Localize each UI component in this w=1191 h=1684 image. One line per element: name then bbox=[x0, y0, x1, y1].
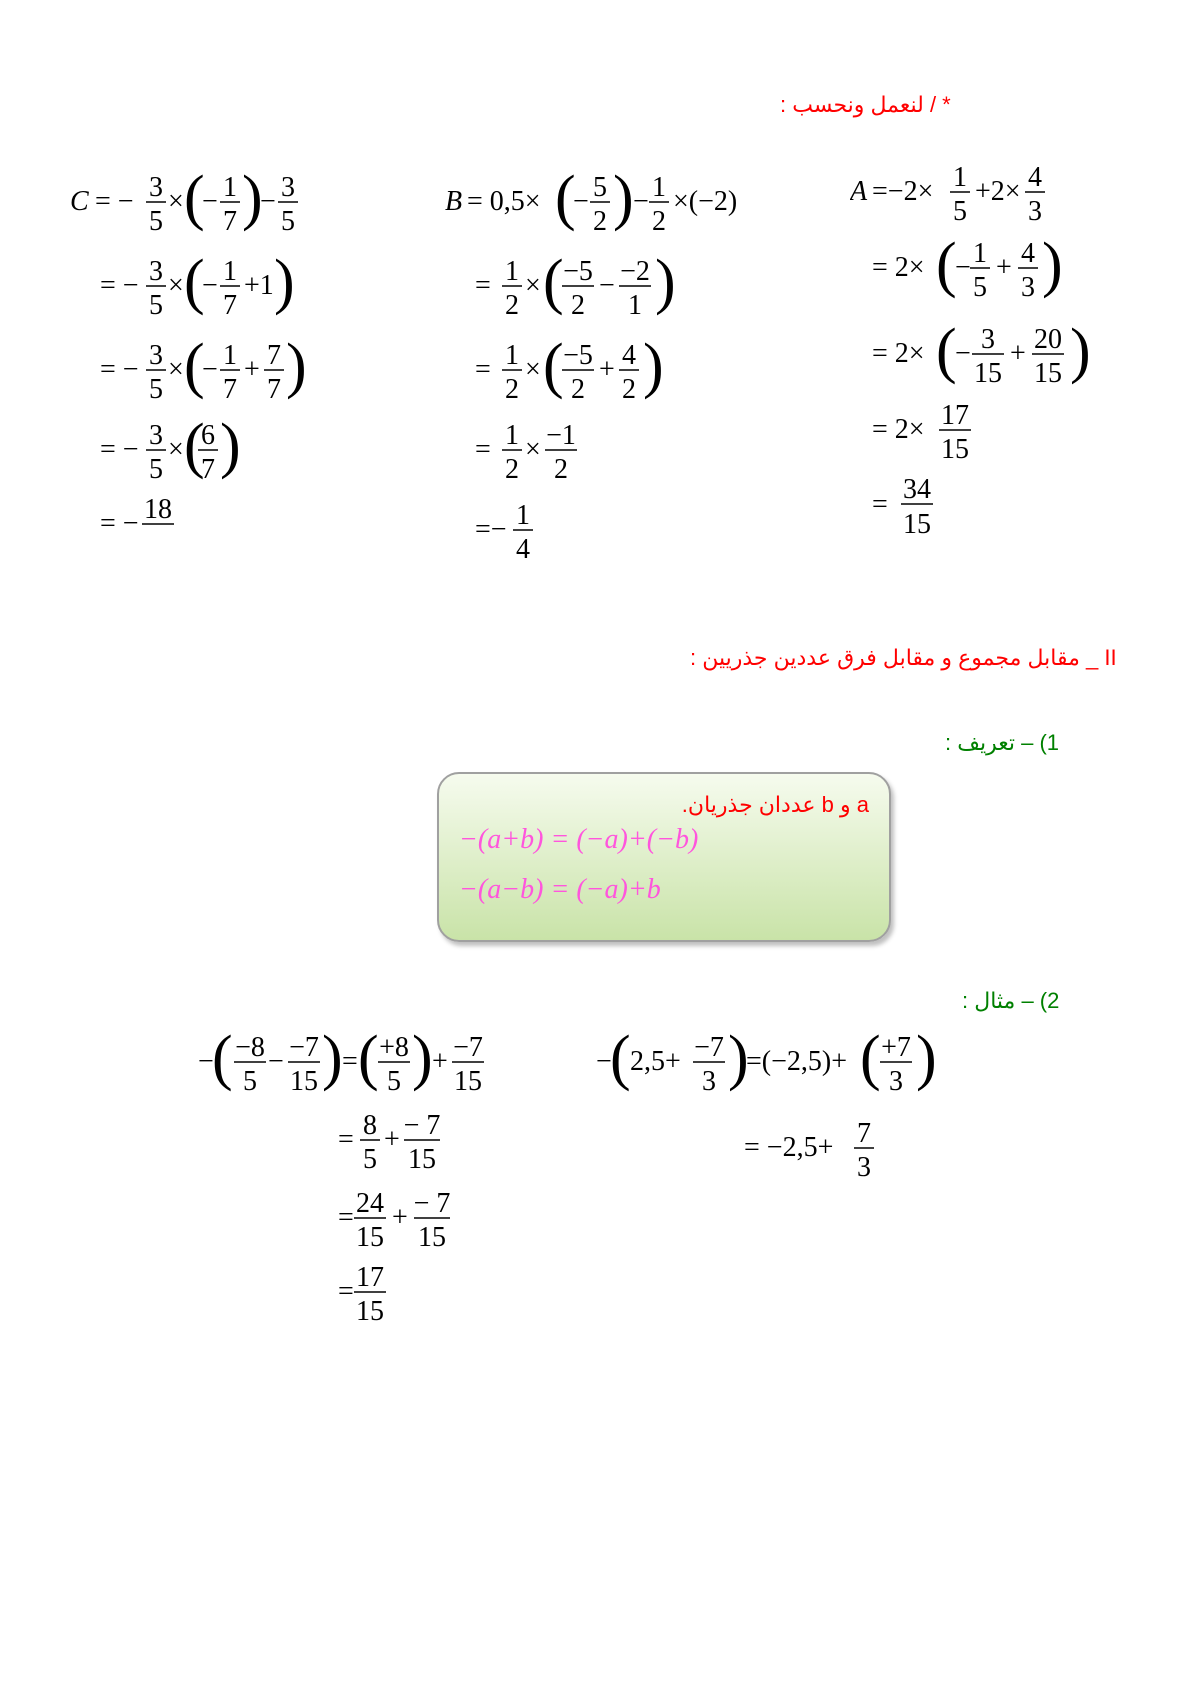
svg-text:15: 15 bbox=[903, 509, 931, 540]
svg-text:): ) bbox=[728, 1028, 749, 1092]
svg-text:5: 5 bbox=[149, 454, 163, 485]
svg-text:7: 7 bbox=[223, 290, 237, 321]
svg-text:=: = bbox=[338, 1202, 354, 1233]
svg-text:(: ( bbox=[860, 1028, 881, 1092]
svg-text:5: 5 bbox=[281, 206, 295, 237]
svg-text:8: 8 bbox=[363, 1110, 377, 1141]
svg-text:5: 5 bbox=[953, 196, 967, 227]
example-left-line-1 bbox=[198, 1028, 484, 1097]
svg-text:= −: = − bbox=[100, 354, 139, 385]
svg-text:−: − bbox=[573, 186, 589, 217]
calc-B-line-5 bbox=[475, 500, 533, 565]
svg-text:7: 7 bbox=[267, 340, 281, 371]
calc-B-line-2 bbox=[475, 248, 676, 321]
svg-text:3: 3 bbox=[1021, 272, 1035, 303]
svg-text:= −: = − bbox=[100, 434, 139, 465]
calc-C-line-3 bbox=[100, 332, 307, 405]
svg-text:): ) bbox=[220, 412, 241, 480]
calc-C-line-4 bbox=[100, 412, 241, 485]
example-heading: 2) – مثال : bbox=[962, 988, 1060, 1013]
svg-text:4: 4 bbox=[622, 340, 636, 371]
svg-text:2: 2 bbox=[652, 206, 666, 237]
svg-text:×: × bbox=[168, 270, 184, 301]
svg-text:×: × bbox=[168, 354, 184, 385]
svg-text:+: + bbox=[1010, 338, 1026, 369]
svg-text:6: 6 bbox=[201, 420, 215, 451]
svg-text:1: 1 bbox=[223, 172, 237, 203]
svg-text:−: − bbox=[198, 1046, 214, 1077]
svg-text:−: − bbox=[599, 270, 615, 301]
svg-text:15: 15 bbox=[418, 1222, 446, 1253]
calc-C-line-1 bbox=[70, 164, 298, 237]
svg-text:= 0,5×: = 0,5× bbox=[467, 186, 541, 217]
svg-text:2: 2 bbox=[622, 374, 636, 405]
svg-text:−1: −1 bbox=[546, 420, 576, 451]
section-heading-compute: * / لنعمل ونحسب : bbox=[780, 92, 951, 117]
definition-rule-1: −(a+b) = (−a)+(−b) bbox=[459, 824, 699, 855]
svg-text:= 2×: = 2× bbox=[872, 252, 925, 283]
svg-text:15: 15 bbox=[290, 1066, 318, 1097]
svg-text:(: ( bbox=[610, 1028, 631, 1092]
svg-text:A: A bbox=[850, 176, 868, 207]
section2-title: II _ مقابل مجموع و مقابل فرق عددين جذريين : bbox=[690, 645, 1117, 670]
svg-text:−5: −5 bbox=[563, 256, 593, 287]
svg-text:=: = bbox=[342, 1046, 358, 1077]
svg-text:−7: −7 bbox=[289, 1032, 319, 1063]
svg-text:): ) bbox=[412, 1028, 433, 1092]
svg-text:7: 7 bbox=[857, 1118, 871, 1149]
svg-text:15: 15 bbox=[454, 1066, 482, 1097]
svg-text:3: 3 bbox=[149, 340, 163, 371]
calculation-C bbox=[70, 160, 390, 580]
calculation-A bbox=[850, 155, 1130, 565]
calc-B-line-4 bbox=[475, 420, 577, 485]
svg-text:5: 5 bbox=[243, 1066, 257, 1097]
definition-heading: 1) – تعريف : bbox=[945, 730, 1060, 755]
svg-text:15: 15 bbox=[356, 1222, 384, 1253]
svg-text:=: = bbox=[338, 1124, 354, 1155]
svg-text:20: 20 bbox=[1034, 324, 1062, 355]
svg-text:(: ( bbox=[212, 1028, 233, 1092]
svg-text:1: 1 bbox=[973, 238, 987, 269]
svg-text:2: 2 bbox=[505, 290, 519, 321]
svg-text:2: 2 bbox=[505, 374, 519, 405]
svg-text:2: 2 bbox=[593, 206, 607, 237]
calc-A-line-2 bbox=[872, 231, 1063, 303]
svg-text:3: 3 bbox=[149, 420, 163, 451]
svg-text:= 2×: = 2× bbox=[872, 414, 925, 445]
svg-text:3: 3 bbox=[981, 324, 995, 355]
svg-text:×: × bbox=[168, 434, 184, 465]
svg-text:−7: −7 bbox=[453, 1032, 483, 1063]
svg-text:3: 3 bbox=[149, 172, 163, 203]
svg-text:+7: +7 bbox=[881, 1032, 911, 1063]
svg-text:− 7: − 7 bbox=[403, 1110, 441, 1141]
calc-B-line-3 bbox=[475, 332, 664, 405]
calculation-B bbox=[445, 160, 765, 580]
svg-text:−: − bbox=[268, 1046, 284, 1077]
svg-text:): ) bbox=[1070, 317, 1091, 385]
svg-text:2: 2 bbox=[571, 290, 585, 321]
svg-text:15: 15 bbox=[941, 434, 969, 465]
svg-text:1: 1 bbox=[953, 162, 967, 193]
svg-text:17: 17 bbox=[356, 1262, 384, 1293]
svg-text:−: − bbox=[955, 338, 971, 369]
svg-text:−7: −7 bbox=[694, 1032, 724, 1063]
svg-text:34: 34 bbox=[903, 474, 931, 505]
definition-box bbox=[437, 772, 891, 942]
svg-text:(: ( bbox=[184, 332, 205, 400]
svg-text:): ) bbox=[286, 332, 307, 400]
svg-text:=: = bbox=[475, 434, 491, 465]
svg-text:): ) bbox=[242, 164, 263, 232]
example-left bbox=[198, 1028, 518, 1348]
svg-text:1: 1 bbox=[505, 256, 519, 287]
svg-text:−: − bbox=[202, 354, 218, 385]
svg-text:1: 1 bbox=[652, 172, 666, 203]
svg-text:= −: = − bbox=[95, 186, 134, 217]
svg-text:−2: −2 bbox=[620, 256, 650, 287]
svg-text:−: − bbox=[596, 1046, 612, 1077]
definition-text: a و b عددان جذريان. bbox=[681, 792, 869, 817]
svg-text:×: × bbox=[168, 186, 184, 217]
svg-text:−5: −5 bbox=[563, 340, 593, 371]
svg-text:=(−2,5)+: =(−2,5)+ bbox=[746, 1046, 848, 1077]
svg-text:+: + bbox=[996, 252, 1012, 283]
svg-text:1: 1 bbox=[505, 340, 519, 371]
svg-text:= −: = − bbox=[100, 270, 139, 301]
svg-text:(: ( bbox=[184, 412, 205, 480]
svg-text:3: 3 bbox=[889, 1066, 903, 1097]
svg-text:3: 3 bbox=[702, 1066, 716, 1097]
svg-text:+2×: +2× bbox=[975, 176, 1021, 207]
calc-A-line-4 bbox=[872, 400, 971, 465]
svg-text:3: 3 bbox=[857, 1152, 871, 1183]
svg-text:1: 1 bbox=[628, 290, 642, 321]
svg-text:B: B bbox=[445, 186, 463, 217]
svg-text:5: 5 bbox=[593, 172, 607, 203]
svg-text:7: 7 bbox=[223, 374, 237, 405]
example-left-line-3 bbox=[338, 1188, 450, 1253]
svg-text:−: − bbox=[955, 252, 971, 283]
svg-text:+: + bbox=[599, 354, 615, 385]
svg-text:(: ( bbox=[936, 317, 957, 385]
svg-text:=−: =− bbox=[475, 514, 507, 545]
svg-text:): ) bbox=[322, 1028, 343, 1092]
calc-B-line-1 bbox=[445, 164, 737, 237]
example-left-line-2 bbox=[338, 1110, 440, 1175]
svg-text:1: 1 bbox=[223, 256, 237, 287]
svg-text:−: − bbox=[260, 186, 276, 217]
svg-text:15: 15 bbox=[974, 358, 1002, 389]
calc-A-line-5 bbox=[872, 474, 933, 540]
svg-text:): ) bbox=[655, 248, 676, 316]
svg-text:17: 17 bbox=[941, 400, 969, 431]
svg-text:1: 1 bbox=[223, 340, 237, 371]
definition-rule-2: −(a−b) = (−a)+b bbox=[459, 874, 661, 905]
calc-C-line-2 bbox=[100, 248, 295, 321]
svg-text:+: + bbox=[432, 1046, 448, 1077]
calc-A-line-1 bbox=[850, 162, 1045, 227]
svg-text:4: 4 bbox=[516, 534, 530, 565]
svg-text:18: 18 bbox=[144, 494, 172, 525]
svg-text:5: 5 bbox=[149, 206, 163, 237]
svg-text:): ) bbox=[1042, 231, 1063, 299]
svg-text:=: = bbox=[872, 489, 888, 520]
svg-text:=: = bbox=[475, 270, 491, 301]
svg-text:×: × bbox=[525, 270, 541, 301]
svg-text:2,5+: 2,5+ bbox=[630, 1046, 681, 1077]
svg-text:5: 5 bbox=[973, 272, 987, 303]
svg-text:): ) bbox=[274, 248, 295, 316]
svg-text:=−2×: =−2× bbox=[872, 176, 934, 207]
svg-text:×: × bbox=[525, 354, 541, 385]
svg-text:24: 24 bbox=[356, 1188, 384, 1219]
svg-text:3: 3 bbox=[149, 256, 163, 287]
svg-text:15: 15 bbox=[1034, 358, 1062, 389]
svg-text:): ) bbox=[613, 164, 634, 232]
svg-text:5: 5 bbox=[149, 290, 163, 321]
svg-text:+: + bbox=[244, 354, 260, 385]
svg-text:×: × bbox=[525, 434, 541, 465]
svg-text:= −: = − bbox=[100, 508, 139, 539]
svg-text:= 2×: = 2× bbox=[872, 338, 925, 369]
svg-text:(: ( bbox=[184, 164, 205, 232]
svg-text:4: 4 bbox=[1021, 238, 1035, 269]
calc-C-line-5 bbox=[100, 494, 174, 539]
calc-A-line-3 bbox=[872, 317, 1091, 389]
svg-text:+: + bbox=[384, 1124, 400, 1155]
svg-text:5: 5 bbox=[387, 1066, 401, 1097]
svg-text:−: − bbox=[202, 186, 218, 217]
svg-text:7: 7 bbox=[267, 374, 281, 405]
svg-text:(: ( bbox=[543, 332, 564, 400]
svg-text:7: 7 bbox=[201, 454, 215, 485]
svg-text:1: 1 bbox=[516, 500, 530, 531]
svg-text:15: 15 bbox=[356, 1296, 384, 1327]
svg-text:C: C bbox=[70, 186, 89, 217]
example-left-line-4 bbox=[338, 1262, 386, 1327]
svg-text:− 7: − 7 bbox=[413, 1188, 451, 1219]
svg-text:+8: +8 bbox=[379, 1032, 409, 1063]
svg-text:=: = bbox=[338, 1276, 354, 1307]
svg-text:(: ( bbox=[936, 231, 957, 299]
svg-text:3: 3 bbox=[281, 172, 295, 203]
svg-text:): ) bbox=[643, 332, 664, 400]
svg-text:3: 3 bbox=[1028, 196, 1042, 227]
svg-text:): ) bbox=[916, 1028, 937, 1092]
svg-text:−: − bbox=[202, 270, 218, 301]
svg-text:+: + bbox=[392, 1202, 408, 1233]
svg-text:=: = bbox=[475, 354, 491, 385]
svg-text:5: 5 bbox=[149, 374, 163, 405]
example-right bbox=[596, 1028, 956, 1198]
svg-text:15: 15 bbox=[408, 1144, 436, 1175]
svg-text:+1: +1 bbox=[244, 270, 274, 301]
svg-text:−8: −8 bbox=[235, 1032, 265, 1063]
svg-text:(: ( bbox=[555, 164, 576, 232]
svg-text:2: 2 bbox=[505, 454, 519, 485]
svg-text:2: 2 bbox=[571, 374, 585, 405]
svg-text:(: ( bbox=[358, 1028, 379, 1092]
svg-text:4: 4 bbox=[1028, 162, 1042, 193]
svg-text:7: 7 bbox=[223, 206, 237, 237]
svg-text:= −2,5+: = −2,5+ bbox=[744, 1132, 834, 1163]
svg-text:1: 1 bbox=[505, 420, 519, 451]
svg-text:(: ( bbox=[543, 248, 564, 316]
svg-text:×(−2): ×(−2) bbox=[673, 186, 738, 217]
svg-text:2: 2 bbox=[554, 454, 568, 485]
example-right-line-2 bbox=[744, 1118, 874, 1183]
svg-text:5: 5 bbox=[363, 1144, 377, 1175]
svg-text:−: − bbox=[633, 186, 649, 217]
svg-text:(: ( bbox=[184, 248, 205, 316]
example-right-line-1 bbox=[596, 1028, 937, 1097]
